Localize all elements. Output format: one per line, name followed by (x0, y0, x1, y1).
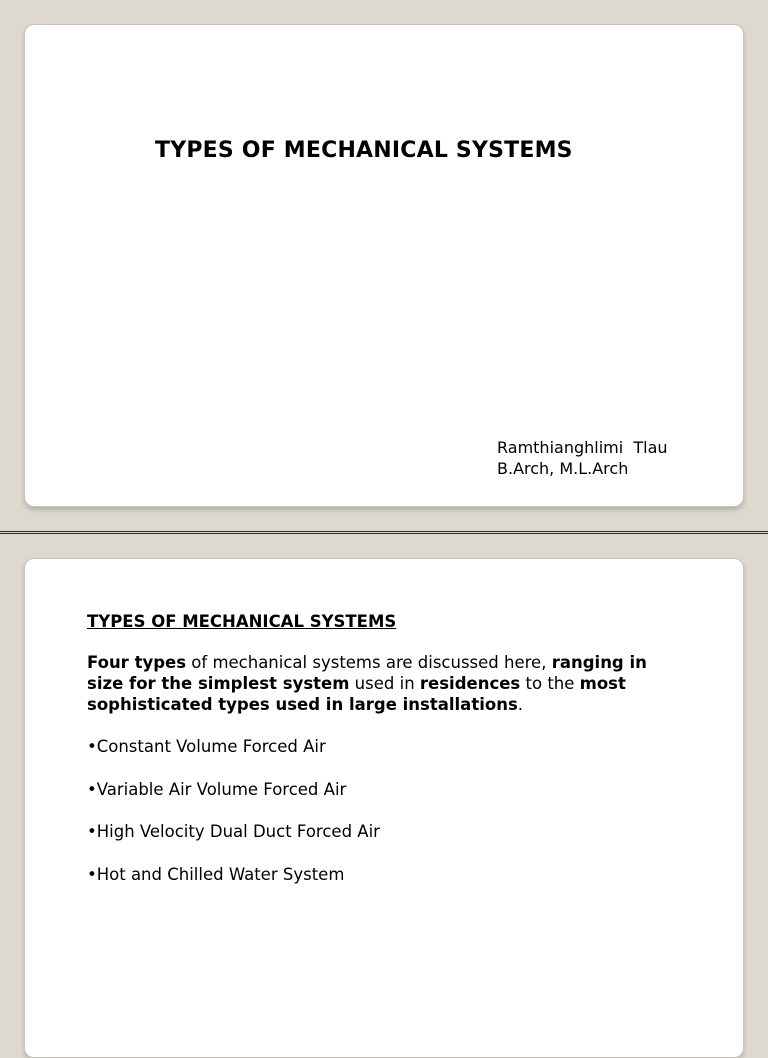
intro-paragraph (87, 652, 687, 715)
slide-2 (0, 533, 768, 1024)
author-name: Ramthianghlimi Tlau (497, 438, 668, 457)
intro-text: . (517, 695, 524, 714)
slide-title: TYPES OF MECHANICAL SYSTEMS (155, 138, 573, 163)
intro-emphasis-residences: residences (419, 674, 521, 693)
intro-text: to the (520, 674, 580, 693)
system-types-list (87, 736, 687, 885)
list-item: •Hot and Chilled Water System (87, 864, 345, 884)
content-heading: TYPES OF MECHANICAL SYSTEMS (87, 612, 397, 631)
slide-2-card (24, 558, 744, 1058)
list-item: •High Velocity Dual Duct Forced Air (87, 822, 380, 841)
author-block (497, 437, 668, 479)
slide-2-content (87, 611, 687, 906)
author-credentials: B.Arch, M.L.Arch (497, 459, 629, 478)
list-item: •Constant Volume Forced Air (87, 737, 326, 756)
intro-emphasis-ranging: ranging in size for the simplest system (87, 653, 647, 693)
intro-text: of mechanical systems are discussed here, (186, 653, 552, 672)
slide-1-card (24, 24, 744, 507)
intro-emphasis-sophisticated: most sophisticated types used in large installations (87, 674, 626, 714)
intro-text: used in (349, 674, 420, 693)
intro-emphasis-four-types: Four types (87, 653, 187, 672)
list-item: •Variable Air Volume Forced Air (87, 779, 347, 799)
